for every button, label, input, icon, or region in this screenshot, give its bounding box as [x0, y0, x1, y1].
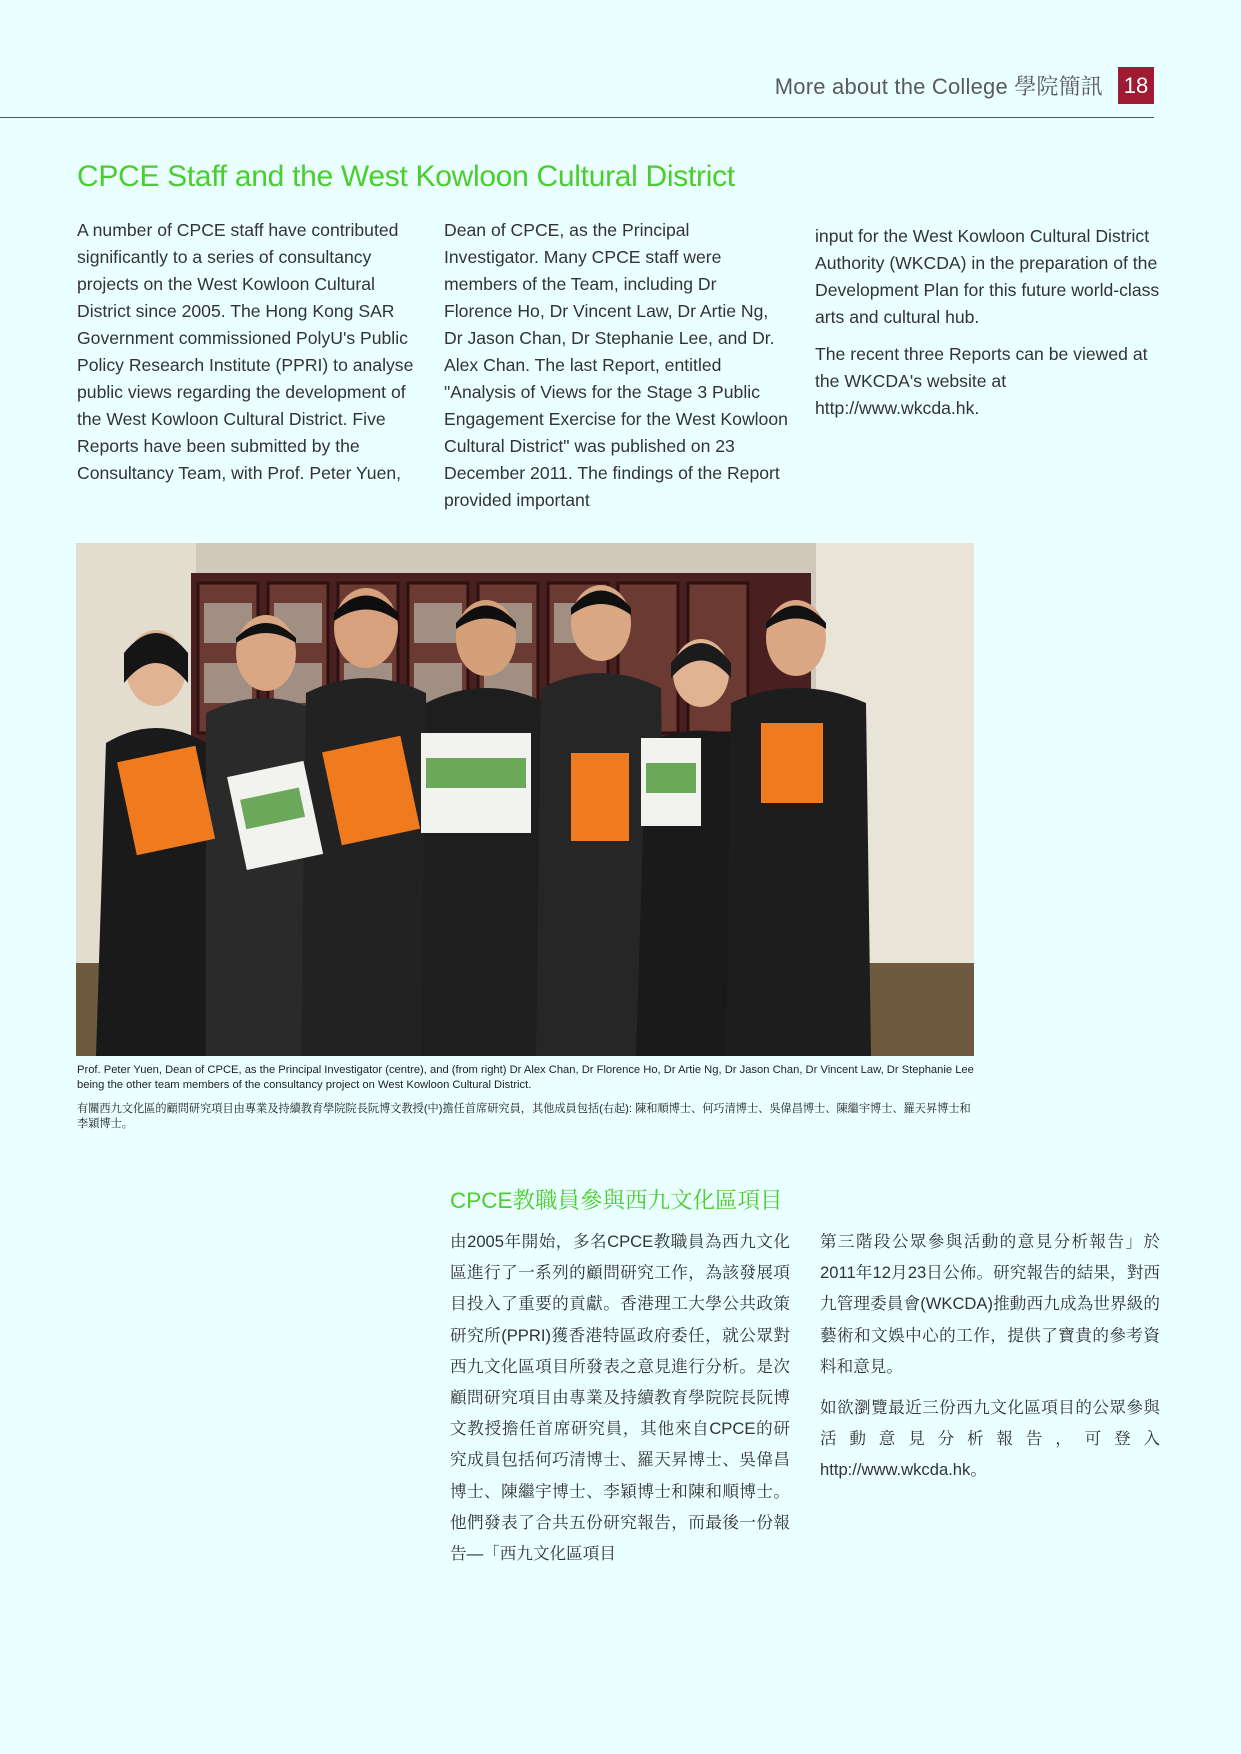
english-paragraph: A number of CPCE staff have contributed significantly to a series of consultancy projects on the West Kowloon Cultural District since 2005. The Hong Kong SAR Government commissioned PolyU's Public Policy Research Institute (PPRI) to analyse public views regarding the development of the West Kowloon Cultural District. Five Reports have been submitted by the Consultancy Team, with Prof. Peter Yuen, [77, 220, 414, 483]
article-title-english: CPCE Staff and the West Kowloon Cultural District [77, 160, 735, 193]
english-paragraph: Dean of CPCE, as the Principal Investigator. Many CPCE staff were members of the Team, including Dr Florence Ho, Dr Vincent Law, Dr Artie Ng, Dr Jason Chan, Dr Stephanie Lee, and Dr. Alex Chan. The last Report, entitled "Analysis of Views for the Stage 3 Public Engagement Exercise for the West Kowloon Cultural District" was published on 23 December 2011. The findings of the Report provided important [444, 220, 788, 510]
chinese-paragraph: 第三階段公眾參與活動的意見分析報告」於2011年12月23日公佈。研究報告的結果，對西九管理委員會(WKCDA)推動西九成為世界級的藝術和文娛中心的工作，提供了寶貴的參考資料和意見。 [820, 1232, 1160, 1376]
chinese-column-1 [450, 1226, 790, 1579]
header-divider [0, 117, 1154, 118]
chinese-paragraph-website: 如欲瀏覽最近三份西九文化區項目的公眾參與活動意見分析報告，可登入http://www.wkcda.hk。 [820, 1398, 1160, 1480]
photo-caption-english: Prof. Peter Yuen, Dean of CPCE, as the Principal Investigator (centre), and (from right) Dr Alex Chan, Dr Florence Ho, Dr Artie Ng, Dr Jason Chan, Dr Vincent Law, Dr Stephanie Lee being the other team members of the consultancy project on West Kowloon Cultural District. [77, 1064, 974, 1091]
english-column-1 [77, 217, 422, 497]
chinese-paragraph: 由2005年開始，多名CPCE教職員為西九文化區進行了一系列的顧問研究工作，為該發展項目投入了重要的貢獻。香港理工大學公共政策研究所(PPRI)獲香港特區政府委任，就公眾對西九文化區項目所發表之意見進行分析。是次顧問研究項目由專業及持續教育學院院長阮博文教授擔任首席研究員，其他來自CPCE的研究成員包括何巧清博士、羅天昇博士、吳偉昌博士、陳繼宇博士、李穎博士和陳和順博士。他們發表了合共五份研究報告，而最後一份報告—「西九文化區項目 [450, 1232, 790, 1564]
english-column-2 [444, 217, 789, 524]
page-number-badge: 18 [1118, 67, 1154, 104]
header-section-label: More about the College 學院簡訊 [774, 74, 1103, 99]
english-column-3 [815, 223, 1160, 432]
group-photo [76, 543, 974, 1056]
english-paragraph: input for the West Kowloon Cultural District Authority (WKCDA) in the preparation of the Development Plan for this future world-class arts and cultural hub. [815, 226, 1160, 327]
chinese-column-2 [820, 1226, 1160, 1496]
english-paragraph-website: The recent three Reports can be viewed at the WKCDA's website at http://www.wkcda.hk. [815, 344, 1148, 418]
photo-caption-chinese: 有關西九文化區的顧問研究項目由專業及持續教育學院院長阮博文教授(中)擔任首席研究員，其他成員包括(右起): 陳和順博士、何巧清博士、吳偉昌博士、陳繼宇博士、羅天昇博士和李穎博士。 [77, 1103, 971, 1130]
article-title-chinese: CPCE教職員參與西九文化區項目 [450, 1188, 783, 1213]
